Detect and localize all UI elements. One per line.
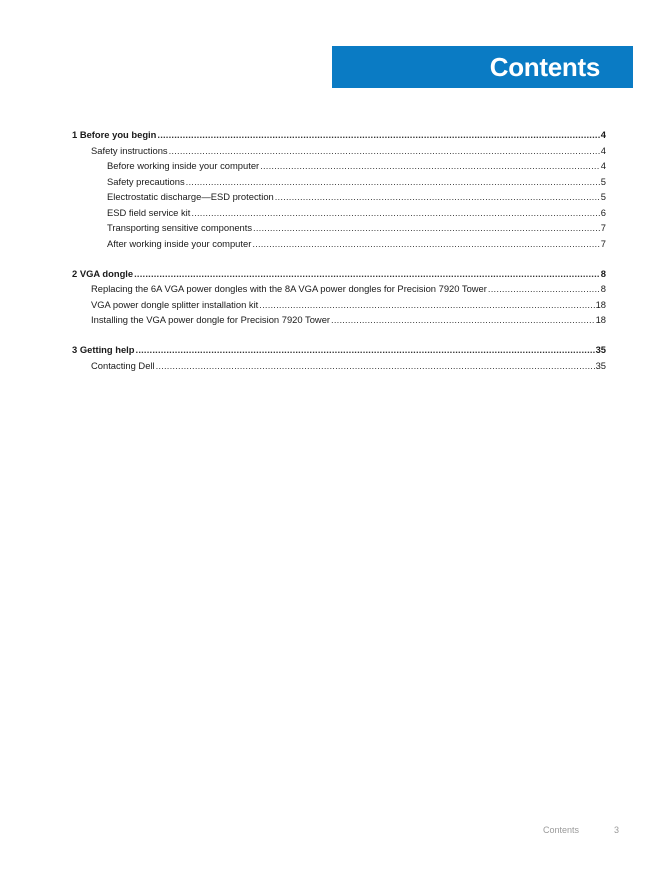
toc-entry[interactable] (72, 312, 606, 328)
toc-entry-title: After working inside your computer (107, 237, 252, 249)
toc-entry-page: 8 (600, 267, 606, 279)
toc-entry-title: 3 Getting help (72, 344, 135, 355)
toc-entry-page: 18 (595, 314, 606, 325)
dot-leader (157, 127, 599, 143)
dot-leader (156, 358, 595, 374)
toc-entry-page: 8 (600, 283, 606, 294)
toc-entry-title: 2 VGA dongle (72, 267, 134, 279)
dot-leader (169, 143, 600, 159)
dot-leader (136, 342, 595, 358)
toc-entry[interactable] (72, 189, 606, 205)
toc-entry[interactable] (72, 205, 606, 221)
toc-entry[interactable] (72, 358, 606, 374)
dot-leader (331, 312, 595, 328)
toc-entry[interactable] (72, 158, 606, 174)
toc-entry-title: Transporting sensitive components (107, 222, 253, 233)
toc-entry-title: ESD field service kit (107, 206, 191, 218)
dot-leader (275, 189, 600, 205)
dot-leader (488, 281, 600, 297)
toc-entry-page: 5 (600, 191, 606, 202)
dot-leader (252, 236, 599, 252)
toc-entry[interactable] (72, 220, 606, 236)
toc-entry-title: VGA power dongle splitter installation kit (91, 298, 259, 310)
section-gap (72, 251, 606, 266)
toc-entry-title: Safety instructions (91, 144, 168, 156)
toc-entry-page: 35 (595, 359, 606, 371)
toc-chapter[interactable] (72, 342, 606, 358)
toc-entry-title: Safety precautions (107, 175, 185, 187)
dot-leader (260, 158, 600, 174)
footer-page-number: 3 (614, 825, 620, 835)
toc-chapter[interactable] (72, 127, 606, 143)
toc-entry-page: 18 (595, 298, 606, 310)
toc-entry-title: Installing the VGA power dongle for Precision 7920 Tower (91, 314, 331, 325)
toc-entry-title: Contacting Dell (91, 359, 155, 371)
toc-entry-page: 7 (600, 237, 606, 249)
toc-entry-title: Before working inside your computer (107, 160, 260, 171)
toc-entry-page: 7 (600, 222, 606, 233)
toc-entry-title: Replacing the 6A VGA power dongles with the 8A VGA power dongles for Precision 7920 Tower (91, 283, 487, 294)
toc-entry-title: Electrostatic discharge—ESD protection (107, 191, 274, 202)
section-gap (72, 328, 606, 343)
toc-entry-page: 5 (600, 175, 606, 187)
toc-chapter[interactable] (72, 266, 606, 282)
toc-entry[interactable] (72, 236, 606, 252)
dot-leader (253, 220, 600, 236)
toc-entry-page: 4 (600, 160, 606, 171)
dot-leader (259, 297, 594, 313)
toc-entry[interactable] (72, 174, 606, 190)
toc-entry-title: 1 Before you begin (72, 129, 157, 140)
page-title: Contents (489, 52, 600, 82)
toc-entry[interactable] (72, 281, 606, 297)
title-banner (332, 46, 633, 88)
toc-entry-page: 6 (600, 206, 606, 218)
toc-entry[interactable] (72, 297, 606, 313)
footer-section-label: Contents (543, 825, 580, 835)
toc-entry-page: 4 (600, 129, 606, 140)
toc-entry-page: 4 (600, 144, 606, 156)
toc-entry-page: 35 (595, 344, 606, 355)
table-of-contents (72, 127, 606, 373)
dot-leader (186, 174, 600, 190)
toc-entry[interactable] (72, 143, 606, 159)
dot-leader (191, 205, 599, 221)
dot-leader (134, 266, 600, 282)
